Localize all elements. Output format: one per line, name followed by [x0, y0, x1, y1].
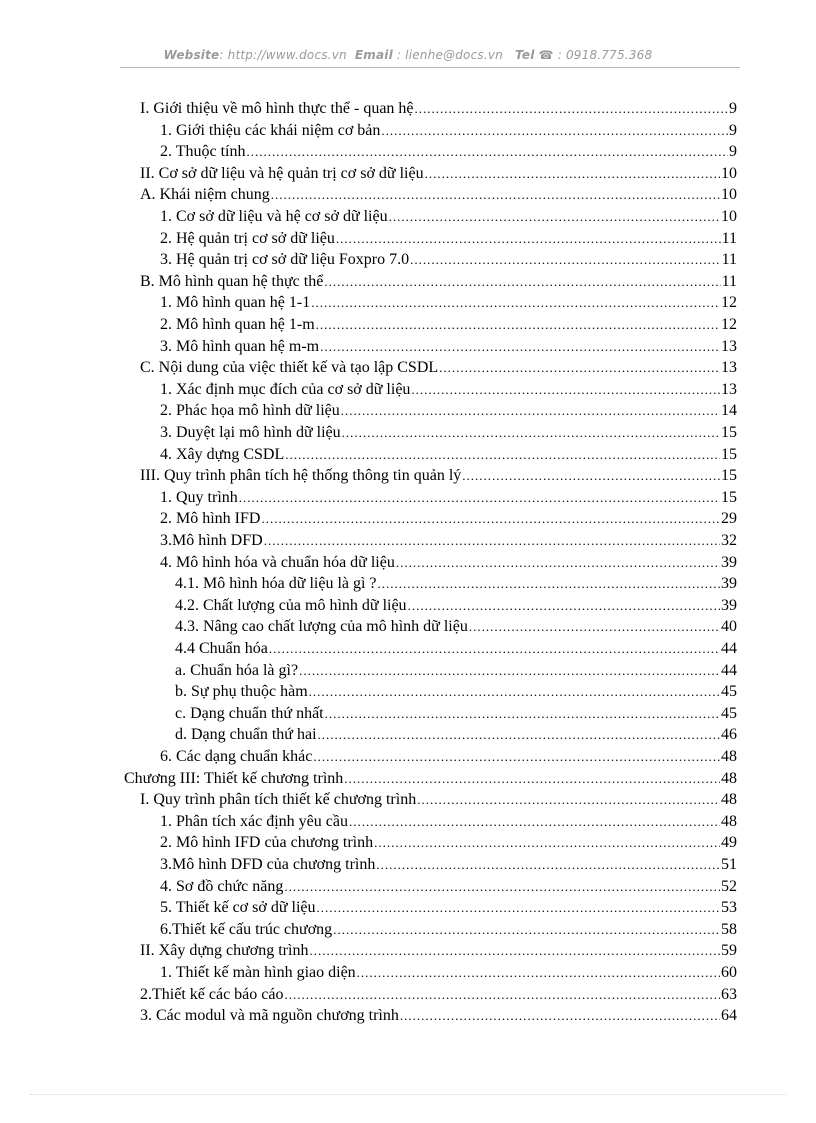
toc-dot-leader	[408, 595, 720, 617]
toc-entry[interactable]	[175, 638, 737, 660]
toc-entry[interactable]	[160, 292, 737, 314]
tel-label: Tel	[515, 48, 535, 62]
toc-entry-title: 3. Hệ quản trị cơ sở dữ liệu Foxpro 7.0	[160, 251, 410, 269]
toc-dot-leader	[285, 444, 720, 466]
toc-dot-leader	[415, 98, 728, 120]
toc-entry[interactable]	[124, 768, 737, 790]
toc-entry-page: 48	[721, 769, 737, 787]
toc-entry-title: II. Cơ sở dữ liệu và hệ quản trị cơ sở dữ liệu	[140, 164, 424, 182]
toc-entry[interactable]	[160, 746, 737, 768]
toc-entry[interactable]	[160, 422, 737, 444]
toc-entry-title: B. Mô hình quan hệ thực thể	[140, 272, 324, 290]
toc-entry-page: 53	[721, 899, 737, 917]
toc-dot-leader	[374, 832, 720, 854]
toc-entry-title: 2.Thiết kế các báo cáo	[140, 985, 284, 1003]
toc-entry-page: 52	[721, 877, 737, 895]
toc-entry-title: 2. Thuộc tính	[160, 143, 246, 161]
toc-entry-title: 6.Thiết kế cấu trúc chương	[160, 920, 333, 938]
toc-entry[interactable]	[140, 184, 737, 206]
toc-dot-leader	[376, 854, 720, 876]
toc-entry-page: 45	[721, 704, 737, 722]
toc-entry[interactable]	[160, 876, 737, 898]
toc-entry[interactable]	[175, 724, 737, 746]
toc-entry-page: 13	[721, 359, 737, 377]
toc-entry[interactable]	[140, 163, 737, 185]
toc-dot-leader	[389, 206, 720, 228]
toc-dot-leader	[318, 724, 720, 746]
toc-dot-leader	[357, 962, 720, 984]
toc-entry-page: 32	[721, 532, 737, 549]
toc-entry[interactable]	[140, 789, 737, 811]
toc-entry[interactable]	[160, 487, 737, 509]
toc-dot-leader	[324, 271, 720, 293]
header-divider	[120, 67, 740, 68]
toc-entry-title: 1. Giới thiệu các khái niệm cơ bản	[160, 121, 381, 139]
toc-entry[interactable]	[140, 357, 737, 379]
toc-entry-title: II. Xây dựng chương trình	[140, 942, 309, 960]
toc-entry-title: d. Dạng chuẩn thứ hai	[175, 726, 317, 744]
toc-dot-leader	[425, 163, 720, 185]
toc-entry-page: 12	[721, 294, 737, 312]
toc-entry-page: 39	[721, 553, 737, 571]
toc-entry[interactable]	[160, 400, 737, 422]
toc-dot-leader	[284, 876, 720, 898]
toc-dot-leader	[271, 184, 720, 206]
toc-entry-title: 1. Phân tích xác định yêu cầu	[160, 812, 348, 830]
toc-entry[interactable]	[160, 444, 737, 466]
toc-dot-leader	[342, 422, 720, 444]
toc-entry-page: 9	[729, 143, 737, 161]
toc-entry-title: III. Quy trình phân tích hệ thống thông tin quản lý	[140, 467, 462, 485]
toc-entry-page: 15	[721, 488, 737, 506]
toc-entry-page: 29	[721, 510, 737, 528]
toc-dot-leader	[317, 897, 721, 919]
toc-entry-title: a. Chuẩn hóa là gì?	[175, 661, 299, 679]
toc-dot-leader	[311, 292, 720, 314]
toc-entry[interactable]	[140, 465, 737, 487]
toc-entry-title: 2. Mô hình IFD	[160, 510, 261, 528]
toc-entry-page: 40	[721, 618, 737, 636]
toc-entry-page: 13	[721, 337, 737, 355]
toc-entry-title: 4.1. Mô hình hóa dữ liệu là gì ?	[175, 575, 377, 593]
toc-dot-leader	[410, 249, 720, 271]
toc-dot-leader	[341, 400, 720, 422]
toc-entry-title: 4. Mô hình hóa và chuẩn hóa dữ liệu	[160, 553, 395, 571]
toc-entry-page: 9	[729, 121, 737, 139]
toc-entry-page: 39	[721, 575, 737, 593]
tel-value: ☎ : 0918.775.368	[538, 48, 653, 62]
toc-dot-leader	[239, 487, 720, 509]
toc-entry[interactable]	[175, 703, 737, 725]
toc-entry-title: 3. Các modul và mã nguồn chương trình	[140, 1007, 399, 1025]
toc-entry-title: 3.Mô hình DFD của chương trình	[160, 856, 376, 873]
toc-entry-page: 48	[721, 791, 737, 809]
toc-entry-page: 11	[721, 272, 737, 290]
toc-entry-page: 63	[721, 985, 737, 1003]
toc-entry[interactable]	[160, 832, 737, 854]
toc-dot-leader	[269, 638, 720, 660]
toc-entry[interactable]	[160, 120, 737, 142]
toc-entry[interactable]	[140, 98, 737, 120]
toc-entry-page: 58	[721, 920, 737, 938]
website-value: : http://www.docs.vn	[219, 48, 347, 62]
toc-dot-leader	[349, 811, 720, 833]
toc-entry[interactable]	[160, 206, 737, 228]
toc-dot-leader	[264, 530, 720, 552]
toc-dot-leader	[284, 984, 720, 1006]
toc-entry-title: 1. Thiết kế màn hình giao diện	[160, 964, 356, 981]
toc-dot-leader	[313, 746, 720, 768]
toc-entry[interactable]	[175, 681, 737, 703]
toc-dot-leader	[417, 789, 720, 811]
toc-entry-page: 48	[721, 748, 737, 765]
toc-dot-leader	[344, 768, 720, 790]
toc-entry[interactable]	[160, 314, 737, 336]
toc-entry-page: 60	[721, 964, 737, 981]
toc-entry[interactable]	[175, 595, 737, 617]
toc-entry-title: C. Nội dung của việc thiết kế và tạo lập CSDL	[140, 359, 439, 377]
toc-entry-title: 1. Xác định mục đích của cơ sở dữ liệu	[160, 380, 411, 398]
toc-entry-title: 1. Cơ sở dữ liệu và hệ cơ sở dữ liệu	[160, 208, 388, 225]
toc-entry-title: 3. Duyệt lại mô hình dữ liệu	[160, 424, 341, 441]
toc-entry-title: 4.2. Chất lượng của mô hình dữ liệu	[175, 596, 407, 614]
toc-entry-page: 51	[721, 856, 737, 873]
toc-entry-page: 10	[721, 164, 737, 182]
toc-dot-leader	[411, 379, 720, 401]
toc-entry-page: 48	[721, 812, 737, 830]
toc-entry-page: 9	[729, 100, 737, 117]
toc-dot-leader	[462, 465, 720, 487]
toc-entry[interactable]	[160, 919, 737, 941]
toc-entry[interactable]	[160, 508, 737, 530]
toc-entry-title: 4. Sơ đồ chức năng	[160, 877, 284, 895]
toc-dot-leader	[378, 573, 720, 595]
toc-dot-leader	[299, 660, 720, 682]
toc-entry-title: 2. Mô hình quan hệ 1-m	[160, 316, 315, 333]
toc-entry-page: 10	[721, 208, 737, 225]
toc-entry[interactable]	[140, 984, 737, 1006]
toc-entry-page: 15	[721, 467, 737, 485]
toc-entry[interactable]	[175, 616, 737, 638]
toc-entry[interactable]	[160, 811, 737, 833]
toc-entry[interactable]	[160, 228, 737, 250]
toc-entry-title: A. Khái niệm chung	[140, 186, 270, 204]
toc-entry-title: 4. Xây dựng CSDL	[160, 445, 285, 463]
toc-entry-page: 39	[721, 596, 737, 614]
toc-entry-page: 44	[721, 640, 737, 657]
toc-entry-title: 5. Thiết kế cơ sở dữ liệu	[160, 899, 316, 917]
toc-entry-page: 44	[721, 661, 737, 679]
toc-entry-page: 49	[721, 834, 737, 852]
toc-entry[interactable]	[140, 271, 737, 293]
toc-entry-title: 4.4 Chuẩn hóa	[175, 640, 268, 657]
toc-entry-title: b. Sự phụ thuộc hàm	[175, 683, 308, 701]
toc-dot-leader	[336, 228, 721, 250]
page-header	[0, 48, 816, 62]
toc-dot-leader	[381, 120, 728, 142]
toc-entry-page: 11	[721, 229, 737, 247]
toc-dot-leader	[333, 919, 720, 941]
toc-entry[interactable]	[160, 249, 737, 271]
toc-dot-leader	[316, 314, 720, 336]
toc-entry-page: 15	[721, 445, 737, 463]
toc-entry[interactable]	[160, 379, 737, 401]
website-label: Website	[163, 48, 220, 62]
toc-entry-title: I. Giới thiệu về mô hình thực thể - quan hệ	[140, 100, 414, 117]
email-label: Email	[354, 48, 393, 62]
toc-entry-title: 4.3. Nâng cao chất lượng của mô hình dữ liệu	[175, 618, 468, 636]
toc-entry[interactable]	[140, 940, 737, 962]
toc-entry-page: 45	[721, 683, 737, 701]
toc-dot-leader	[261, 508, 720, 530]
toc-entry[interactable]	[175, 573, 737, 595]
toc-entry-title: 3. Mô hình quan hệ m-m	[160, 337, 320, 355]
toc-dot-leader	[396, 552, 720, 574]
toc-entry[interactable]	[160, 336, 737, 358]
toc-dot-leader	[246, 141, 728, 163]
footer-divider	[30, 1094, 786, 1095]
toc-entry-page: 13	[721, 380, 737, 398]
toc-entry[interactable]	[160, 962, 737, 984]
toc-entry-page: 14	[721, 402, 737, 420]
toc-entry-title: 1. Mô hình quan hệ 1-1	[160, 294, 311, 312]
toc-entry[interactable]	[175, 660, 737, 682]
toc-entry-page: 12	[721, 316, 737, 333]
toc-dot-leader	[469, 616, 720, 638]
toc-entry-title: 2. Hệ quản trị cơ sở dữ liệu	[160, 229, 335, 247]
toc-entry-title: 2. Mô hình IFD của chương trình	[160, 834, 374, 852]
toc-entry-title: 6. Các dạng chuẩn khác	[160, 748, 313, 765]
toc-entry-page: 10	[721, 186, 737, 204]
email-value: : lienhe@docs.vn	[396, 48, 503, 62]
toc-dot-leader	[325, 703, 720, 725]
toc-entry-title: c. Dạng chuẩn thứ nhất	[175, 704, 324, 722]
toc-entry-page: 64	[721, 1007, 737, 1025]
toc-entry-title: Chương III: Thiết kế chương trình	[124, 769, 344, 787]
toc-dot-leader	[309, 940, 720, 962]
toc-dot-leader	[400, 1005, 720, 1027]
toc-entry-title: I. Quy trình phân tích thiết kế chương trình	[140, 791, 417, 809]
toc-entry-page: 11	[721, 251, 737, 269]
toc-entry[interactable]	[160, 141, 737, 163]
toc-entry[interactable]	[140, 1005, 737, 1027]
toc-entry-title: 3.Mô hình DFD	[160, 532, 263, 549]
toc-entry-title: 2. Phác họa mô hình dữ liệu	[160, 402, 340, 420]
toc-entry[interactable]	[160, 897, 737, 919]
toc-entry[interactable]	[160, 530, 737, 552]
toc-entry[interactable]	[160, 552, 737, 574]
toc-entry[interactable]	[160, 854, 737, 876]
toc-entry-title: 1. Quy trình	[160, 488, 238, 506]
toc-dot-leader	[309, 681, 720, 703]
toc-entry-page: 46	[721, 726, 737, 744]
toc-entry-page: 15	[721, 424, 737, 441]
toc-entry-page: 59	[721, 942, 737, 960]
toc-dot-leader	[320, 336, 720, 358]
toc-dot-leader	[439, 357, 720, 379]
